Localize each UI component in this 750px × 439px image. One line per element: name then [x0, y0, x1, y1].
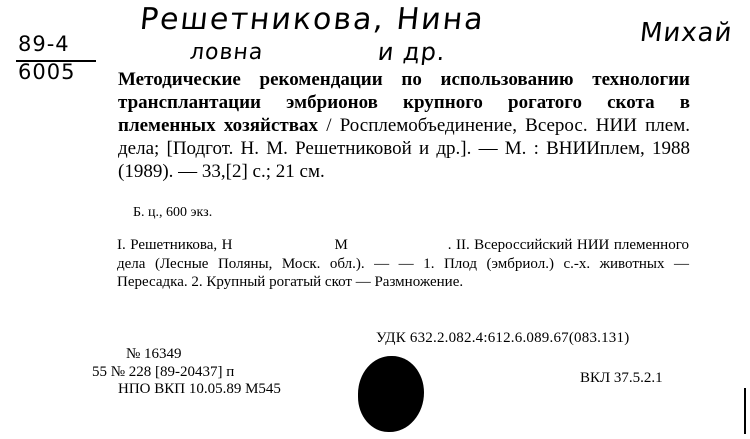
registration-block	[92, 346, 281, 399]
vkl-code: ВКЛ 37.5.2.1	[580, 370, 663, 386]
entry-title: Методические рекомендации по использованию технологии трансплантации эмбрионов крупного рогатого скота в племенных хозяйствах	[118, 69, 690, 136]
registration-order: 55 № 228 [89-20437] п	[92, 363, 235, 380]
tracing-author: I. Решетникова, Н	[117, 237, 233, 253]
registration-number: № 16349	[126, 346, 182, 362]
udk-code: УДК 632.2.082.4:612.6.089.67(083.131)	[376, 330, 630, 346]
handwritten-author-name: Решетникова, Нина	[138, 2, 487, 37]
tracing-subjects	[117, 236, 689, 292]
ink-blot	[358, 356, 424, 432]
card-edge-mark	[744, 388, 746, 434]
call-number-top: 89-4	[18, 32, 70, 56]
handwritten-et-al: и др.	[376, 38, 448, 66]
bibliographic-entry	[118, 68, 690, 183]
price-and-print-run: Б. ц., 600 экз.	[133, 205, 213, 220]
handwritten-patronymic-start: Михай	[638, 18, 735, 48]
entry-statement: / Росплемобъединение, Всерос. НИИ плем. дела; [Подгот. Н. М. Решетниковой и др.]. — М. : ВНИИплем, 1988 (1989). — 33,[2] с.; 21 см.	[118, 115, 690, 182]
registration-publisher: НПО ВКП 10.05.89 М545	[118, 381, 281, 397]
call-number-bottom: 6005	[18, 60, 76, 84]
handwritten-patronymic-end: ловна	[188, 40, 265, 65]
tracing-author-initial: М	[334, 237, 348, 253]
tracing-headings: . II. Всероссийский НИИ племенного дела (Лесные Поляны, Моск. обл.). — — 1. Плод (эмбриол.) с.-х. животных — Пересадка. 2. Крупный рогатый скот — Размножение.	[117, 237, 689, 290]
